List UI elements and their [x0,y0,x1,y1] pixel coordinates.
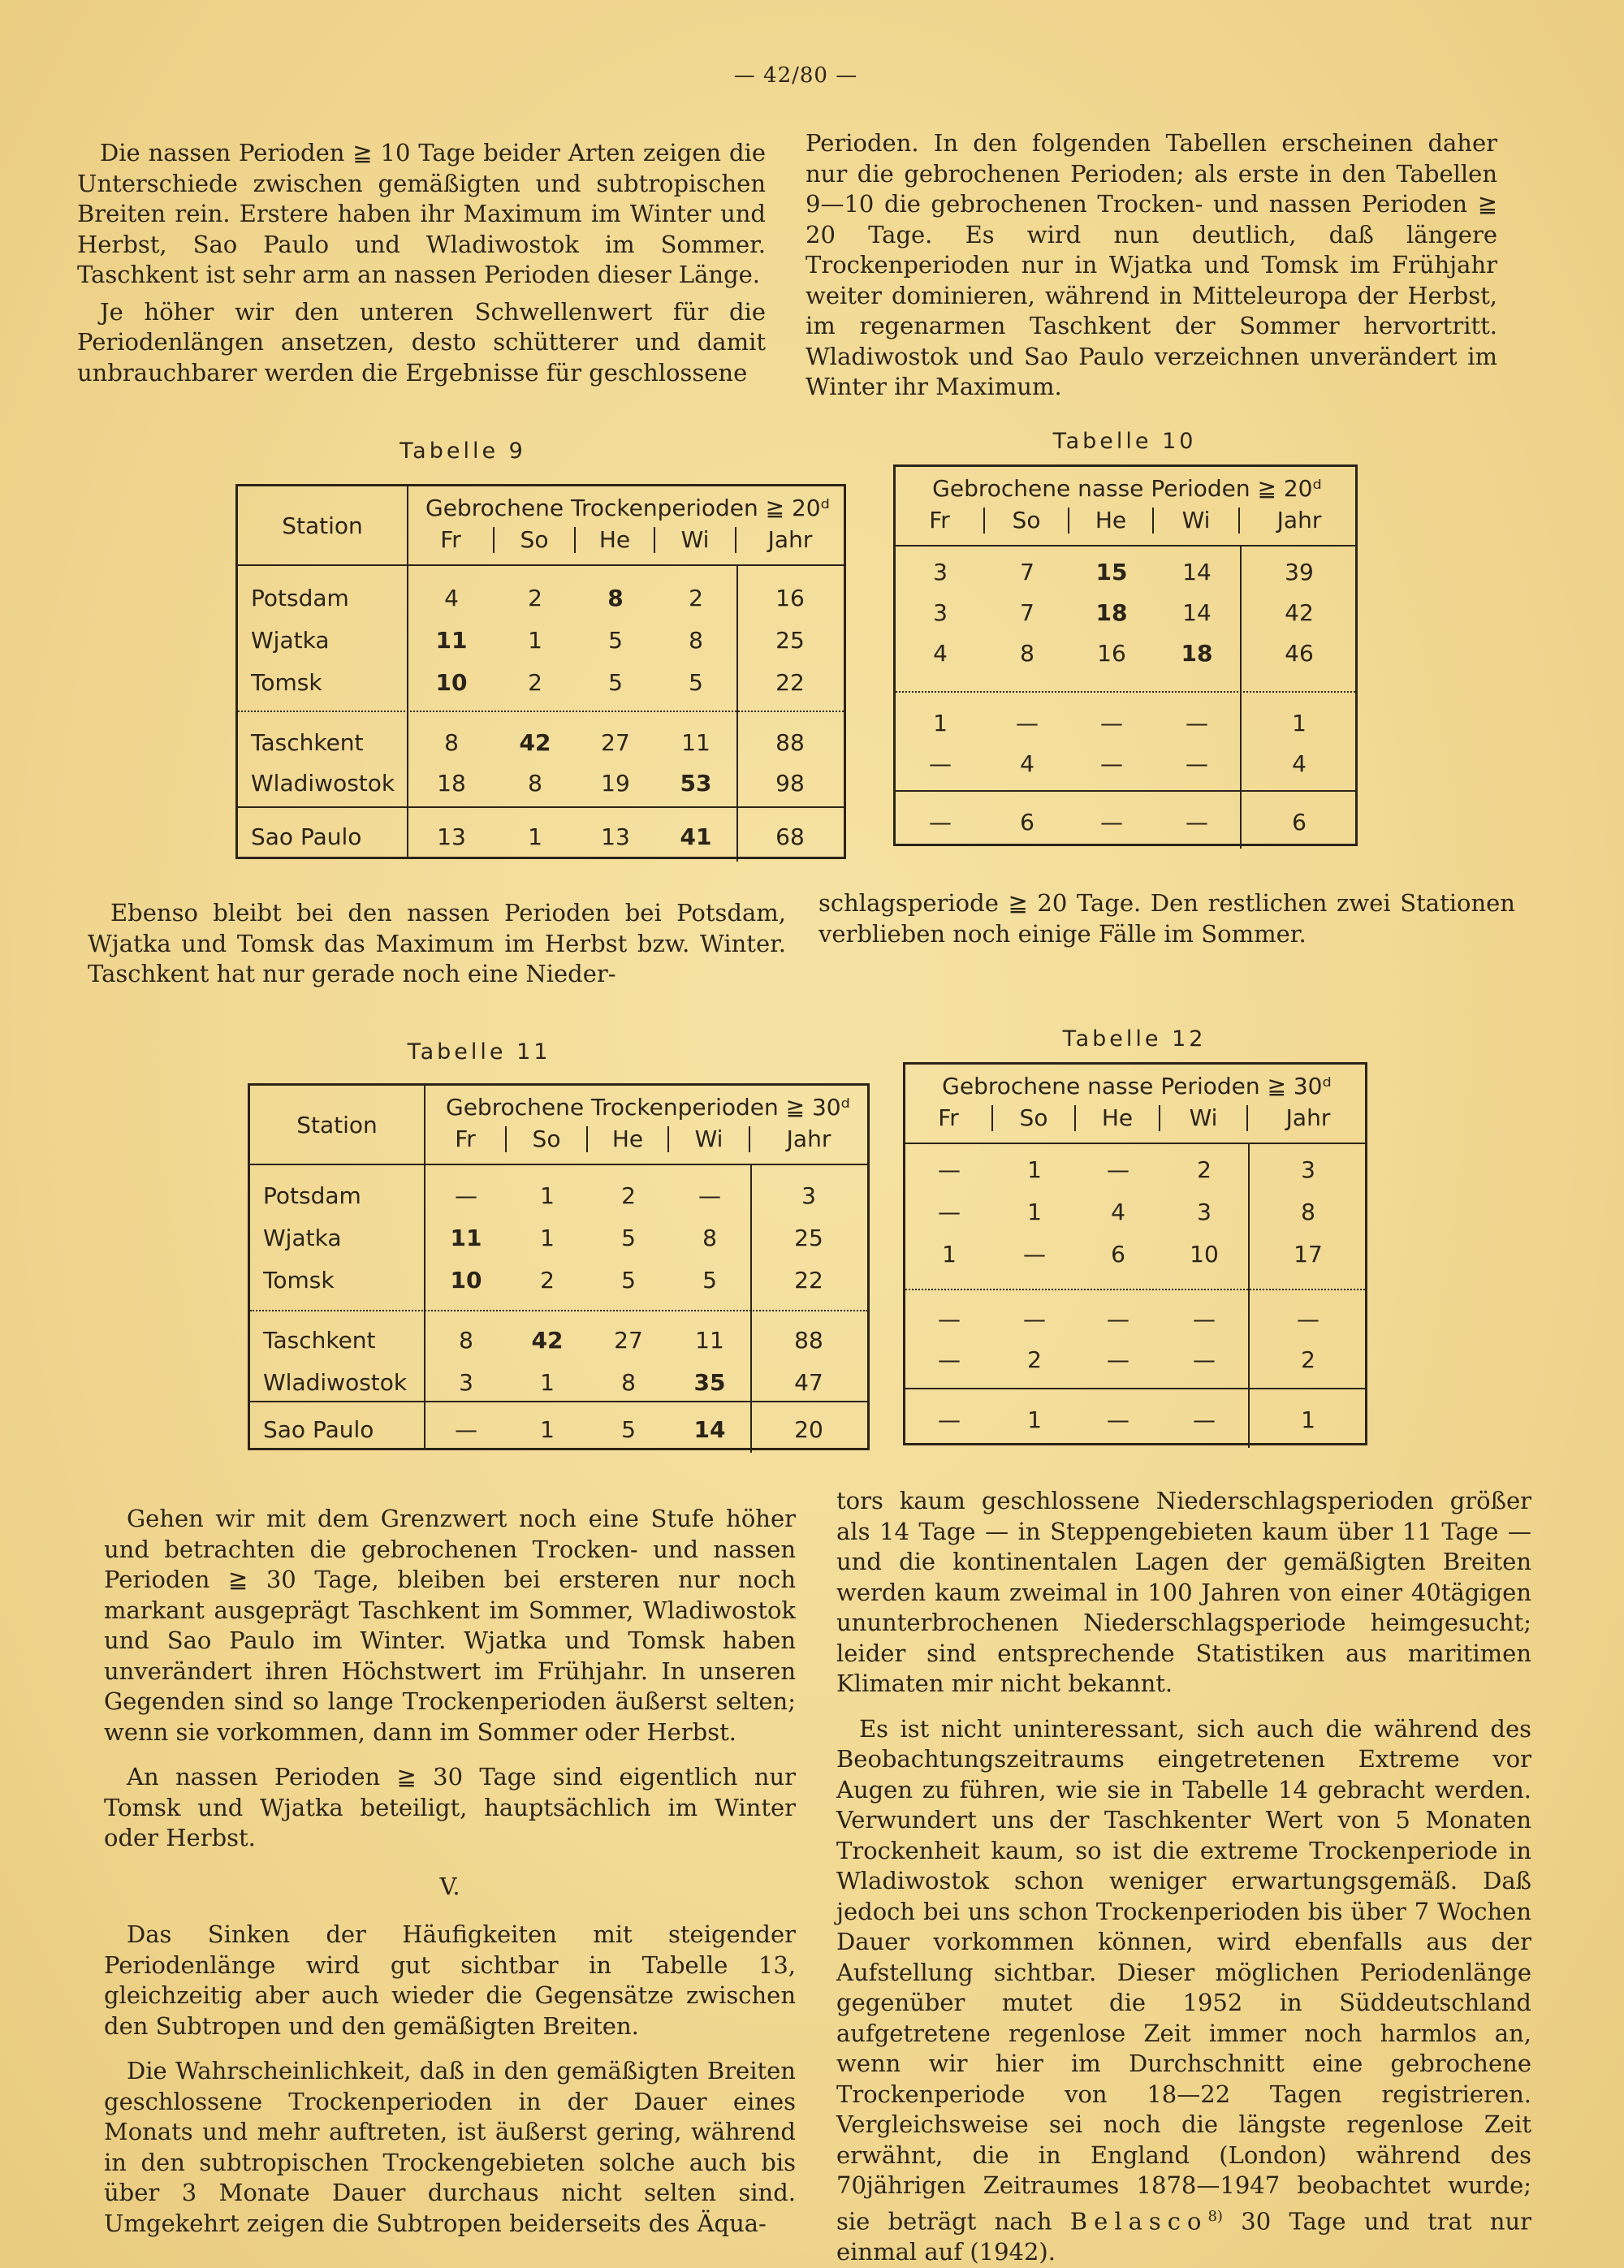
t9-cell-r5-jahr: 98 [775,770,805,797]
t11-cell-r4-wi: 11 [695,1327,724,1354]
t10-cell-r2-jahr: 42 [1285,599,1314,626]
t12-cell-r2-jahr: 8 [1301,1199,1315,1225]
mid-right-column [818,888,1515,949]
t9-col-header-wi: Wi [655,527,736,553]
t11-cell-r6-wi: 14 [693,1416,726,1443]
t10-cell-r3-he: 16 [1097,640,1126,667]
t9-cell-r3-so: 2 [528,669,542,696]
t12-col-header-fr: Fr [905,1105,993,1131]
t11-col-header-fr: Fr [425,1126,507,1152]
t10-col-header-fr: Fr [896,508,985,534]
t9-cell-r1-wi: 2 [689,585,703,611]
t11-station-wjatka: Wjatka [263,1225,342,1251]
t9-cell-r6-he: 13 [601,823,630,850]
t12-cell-r1-fr: — [938,1156,961,1183]
t12-cell-r4-so: — [1023,1306,1046,1333]
t10-cell-r1-so: 7 [1020,559,1034,585]
t11-cell-r1-he: 2 [621,1182,636,1209]
t11-col-header-jahr: Jahr [786,1125,831,1152]
t10-cell-r2-he: 18 [1095,599,1128,626]
t11-cell-r4-he: 27 [614,1327,643,1354]
intro-left-paragraph-2: Je höher wir den unteren Schwellenwert für die Periodenlängen ansetzen, desto schütterer und damit unbrauchbarer werden die Ergebnisse für geschlossene [77,297,766,387]
t12-cell-r3-wi: 10 [1190,1241,1219,1268]
t9-cell-r5-fr: 18 [437,770,466,797]
t12-cell-r1-so: 1 [1027,1156,1042,1183]
t10-col-header-jahr: Jahr [1276,507,1322,534]
t10-cell-r5-so: 4 [1020,750,1034,777]
t12-cell-r2-wi: 3 [1197,1199,1212,1225]
t12-cell-r5-wi: — [1193,1346,1216,1373]
t11-cell-r3-fr: 10 [450,1267,482,1294]
t12-cell-r6-so: 1 [1027,1406,1042,1433]
t11-cell-r5-jahr: 47 [794,1369,823,1396]
t9-cell-r1-so: 2 [528,585,542,611]
t9-station-wladiwostok: Wladiwostok [251,770,395,797]
t10-cell-r1-jahr: 39 [1285,559,1314,585]
t12-cell-r4-jahr: — [1297,1306,1320,1333]
t10-cell-r3-fr: 4 [933,640,948,667]
t12-column-headers [905,1105,1368,1131]
t11-cell-r1-jahr: 3 [801,1182,816,1209]
t10-cell-r4-he: — [1100,710,1123,737]
t10-cell-r6-jahr: 6 [1292,809,1307,836]
t9-cell-r5-he: 19 [601,770,630,797]
t9-cell-r4-wi: 11 [681,729,710,756]
t9-cell-r6-fr: 13 [437,823,466,850]
t9-cell-r6-jahr: 68 [775,823,805,850]
t12-cell-r5-he: — [1107,1346,1129,1373]
t9-cell-r4-fr: 8 [444,729,459,756]
lower-left-column [104,1504,796,2239]
t11-cell-r3-so: 2 [540,1267,555,1294]
t11-cell-r1-fr: — [455,1182,477,1209]
t10-cell-r5-fr: — [929,750,952,777]
t12-cell-r6-jahr: 1 [1301,1406,1315,1433]
t10-column-headers [896,508,1358,534]
t9-cell-r5-so: 8 [528,770,542,797]
table10-caption: Tabelle 10 [1052,429,1197,454]
t11-cell-r1-so: 1 [540,1182,555,1209]
t9-station-tomsk: Tomsk [251,669,322,696]
t12-cell-r2-he: 4 [1111,1199,1125,1225]
t12-cell-r5-fr: — [938,1346,961,1373]
t12-cell-r3-jahr: 17 [1294,1241,1323,1268]
lower-right-column [836,1486,1531,2267]
t11-cell-r5-wi: 35 [693,1369,726,1396]
t12-cell-r6-fr: — [938,1406,961,1433]
t11-station-wladiwostok: Wladiwostok [263,1369,408,1396]
table-9 [235,484,846,859]
t12-cell-r3-he: 6 [1111,1241,1125,1268]
table-12 [903,1062,1367,1445]
t10-cell-r6-wi: — [1186,809,1208,836]
t10-cell-r4-jahr: 1 [1292,710,1307,737]
t9-cell-r6-wi: 41 [680,823,712,850]
t9-cell-r3-fr: 10 [435,669,468,696]
table9-group-title: Gebrochene Trockenperioden ≧ 20ᵈ [425,495,830,521]
t11-station-potsdam: Potsdam [263,1182,361,1209]
table12-group-title: Gebrochene nasse Perioden ≧ 30ᵈ [942,1073,1332,1099]
t12-cell-r4-he: — [1107,1306,1129,1333]
table9-station-header: Station [238,486,408,564]
t12-cell-r5-jahr: 2 [1301,1346,1315,1373]
t9-cell-r2-jahr: 25 [775,627,805,654]
t9-cell-r2-wi: 8 [689,627,703,654]
t9-station-sao-paulo: Sao Paulo [251,823,362,850]
t10-cell-r1-wi: 14 [1182,559,1212,585]
lower-right-paragraph-2a: Es ist nicht uninteressant, sich auch die während des Beobachtungszeitraums eingetretenen Extreme vor Augen zu führen, wie sie in Tabelle 14 gebracht werden. Verwundert uns der Taschkenter Wert von 5 Monaten Trockenheit kaum, so ist die extreme Trockenperiode in Wladiwostok schon weniger erwartungsgemäß. Daß jedoch bei uns schon Trockenperioden bis über 7 Wochen Dauer vorkommen können, wird ebenfalls aus der Aufstellung sichtbar. Dieser möglichen Periodenlänge gegenüber mutet die 1952 in Süddeutschland aufgetretene regenlose Zeit immer noch harmlos an, wenn wir hier im Durchschnitt eine gebrochene Trockenperiode von 18—22 Tagen registrieren. Vergleichsweise sei noch die längste regenlose Zeit erwähnt, die in England (London) während des 70jährigen Zeitraumes 1878—1947 beobachtet wurde; sie beträgt nach [836,1714,1531,2236]
section-heading: V. [439,1872,460,1900]
t11-cell-r4-jahr: 88 [794,1327,823,1354]
t10-cell-r6-fr: — [929,809,952,836]
t9-cell-r4-so: 42 [519,729,551,756]
t10-cell-r6-so: 6 [1020,809,1034,836]
t11-cell-r3-wi: 5 [702,1267,717,1294]
t11-cell-r3-jahr: 22 [794,1267,823,1294]
t11-column-headers [425,1126,867,1152]
t9-cell-r6-so: 1 [528,823,542,850]
t10-cell-r1-fr: 3 [933,559,948,585]
t12-col-header-jahr: Jahr [1285,1104,1331,1131]
t12-cell-r6-he: — [1107,1406,1129,1433]
t11-col-header-wi: Wi [669,1126,750,1152]
t11-cell-r4-so: 42 [531,1327,564,1354]
t10-cell-r5-he: — [1100,750,1123,777]
t11-cell-r4-fr: 8 [459,1327,473,1354]
t11-cell-r2-fr: 11 [450,1225,482,1251]
footnote-ref: 8) [1207,2207,1223,2225]
table12-caption: Tabelle 12 [1062,1026,1207,1052]
t12-cell-r4-wi: — [1193,1306,1216,1333]
t12-col-header-wi: Wi [1160,1105,1248,1131]
mid-left-column [88,898,786,990]
t11-cell-r6-he: 5 [621,1416,636,1443]
table9-caption: Tabelle 9 [400,438,526,464]
t10-cell-r3-jahr: 46 [1285,640,1314,667]
t10-cell-r5-jahr: 4 [1292,750,1307,777]
t11-col-header-so: So [507,1126,588,1152]
t11-cell-r5-he: 8 [621,1369,636,1396]
lower-left-paragraph-4: Die Wahrscheinlichkeit, daß in den gemäßigten Breiten geschlossene Trockenperioden in der Dauer eines Monats und mehr auftreten, ist äußerst gering, während in den subtropischen Trockengebieten solche auch bis über 3 Monate Dauer durchaus nicht selten sind. Umgekehrt zeigen die Subtropen beiderseits des Äqua- [104,2057,796,2237]
t9-station-wjatka: Wjatka [251,627,330,654]
table-10 [893,464,1358,846]
intro-left-column [77,138,766,388]
t11-cell-r6-so: 1 [540,1416,555,1443]
t10-cell-r4-fr: 1 [933,710,948,737]
t9-cell-r1-jahr: 16 [775,585,805,611]
t10-cell-r2-fr: 3 [933,599,948,626]
t11-cell-r6-fr: — [455,1416,477,1443]
t12-cell-r1-he: — [1107,1156,1129,1183]
t10-cell-r5-wi: — [1186,750,1208,777]
table-11 [248,1083,870,1450]
t9-station-taschkent: Taschkent [251,729,364,756]
t12-cell-r6-wi: — [1193,1406,1216,1433]
t11-cell-r6-jahr: 20 [794,1416,823,1443]
intro-right-paragraph: Perioden. In den folgenden Tabellen erscheinen daher nur die gebrochenen Perioden; als erste in den Tabellen 9—10 die gebrochenen Trocken- und nassen Perioden ≧ 20 Tage. Es wird nun deutlich, daß längere Trockenperioden nur in Wjatka und Tomsk im Frühjahr weiter dominieren, während in Mitteleuropa der Herbst, im regenarmen Taschkent der Sommer hervortritt. Wladiwostok und Sao Paulo verzeichnen unverändert im Winter ihr Maximum. [806,129,1497,400]
t10-col-header-so: So [985,508,1069,534]
t9-cell-r3-he: 5 [608,669,623,696]
t11-col-header-he: He [588,1126,669,1152]
t11-cell-r2-jahr: 25 [794,1225,823,1251]
t9-col-header-he: He [576,527,655,553]
t9-cell-r3-jahr: 22 [775,669,805,696]
t12-col-header-he: He [1076,1105,1160,1131]
author-name: Belasco [1069,2207,1208,2236]
t9-cell-r2-so: 1 [528,627,542,654]
t12-cell-r4-fr: — [938,1306,961,1333]
t11-cell-r5-so: 1 [540,1369,555,1396]
page-number: — 42/80 — [733,63,858,88]
t10-cell-r2-wi: 14 [1182,599,1212,626]
t11-station-taschkent: Taschkent [263,1327,376,1354]
t11-cell-r1-wi: — [698,1182,721,1209]
lower-right-paragraph-2b: 30 Tage und trat nur einmal auf (1942). [836,2207,1532,2266]
t9-cell-r3-wi: 5 [689,669,703,696]
t9-station-potsdam: Potsdam [251,585,349,611]
t10-cell-r1-he: 15 [1095,559,1128,585]
t10-cell-r3-wi: 18 [1181,640,1213,667]
table11-group-title: Gebrochene Trockenperioden ≧ 30ᵈ [446,1094,850,1121]
t11-cell-r2-wi: 8 [702,1225,717,1251]
mid-right-paragraph: schlagsperiode ≧ 20 Tage. Den restlichen zwei Stationen verblieben noch einige Fälle im Sommer. [818,889,1515,948]
mid-left-paragraph: Ebenso bleibt bei den nassen Perioden bei Potsdam, Wjatka und Tomsk das Maximum im Herbst bzw. Winter. Taschkent hat nur gerade noch eine Nieder- [88,899,786,987]
t12-cell-r1-wi: 2 [1197,1156,1212,1183]
t11-station-tomsk: Tomsk [263,1267,335,1294]
t11-cell-r3-he: 5 [621,1267,636,1294]
t9-cell-r5-wi: 53 [680,770,712,797]
t12-cell-r5-so: 2 [1027,1346,1042,1373]
t9-column-headers [408,527,844,553]
table11-station-header: Station [250,1086,425,1164]
t9-col-header-fr: Fr [408,527,495,553]
t10-col-header-he: He [1069,508,1154,534]
t9-col-header-so: So [495,527,576,553]
lower-left-paragraph-2: An nassen Perioden ≧ 30 Tage sind eigentlich nur Tomsk und Wjatka beteiligt, hauptsächlich im Winter oder Herbst. [104,1763,796,1851]
t9-cell-r4-jahr: 88 [775,729,805,756]
t9-cell-r1-fr: 4 [444,585,459,611]
table10-group-title: Gebrochene nasse Perioden ≧ 20ᵈ [932,475,1322,502]
t12-cell-r2-so: 1 [1027,1199,1042,1225]
t10-cell-r4-wi: — [1186,710,1208,737]
t12-col-header-so: So [993,1105,1076,1131]
intro-right-column [806,128,1497,403]
t9-cell-r2-fr: 11 [435,627,468,654]
t10-cell-r4-so: — [1016,710,1039,737]
t9-cell-r1-he: 8 [607,585,624,611]
t10-col-header-wi: Wi [1154,508,1240,534]
t11-cell-r5-fr: 3 [459,1369,473,1396]
t9-cell-r2-he: 5 [608,627,623,654]
lower-right-paragraph-2 [836,1714,1531,2268]
lower-left-paragraph-3: Das Sinken der Häufigkeiten mit steigender Periodenlänge wird gut sichtbar in Tabelle 13, gleichzeitig aber auch wieder die Gegensätze zwischen den Subtropen und den gemäßigten Breiten. [104,1920,796,2040]
t11-cell-r2-he: 5 [621,1225,636,1251]
intro-left-paragraph-1: Die nassen Perioden ≧ 10 Tage beider Arten zeigen die Unterschiede zwischen gemäßigten und subtropischen Breiten rein. Erstere haben ihr Maximum im Winter und Herbst, Sao Paulo und Wladiwostok im Sommer. Taschkent ist sehr arm an nassen Perioden dieser Länge. [77,139,766,288]
t9-col-header-jahr: Jahr [767,526,813,553]
t12-cell-r3-so: — [1023,1241,1046,1268]
lower-left-paragraph-1: Gehen wir mit dem Grenzwert noch eine Stufe höher und betrachten die gebrochenen Trocken- und nassen Perioden ≧ 30 Tage, bleiben bei ersteren nur noch markant ausgeprägt Taschkent im Sommer, Wladiwostok und Sao Paulo im Winter. Wjatka und Tomsk haben unverändert ihren Höchstwert im Frühjahr. In unseren Gegenden sind so lange Trockenperioden äußerst selten; wenn sie vorkommen, dann im Sommer oder Herbst. [104,1505,796,1746]
t10-cell-r3-so: 8 [1020,640,1034,667]
t11-cell-r2-so: 1 [540,1225,555,1251]
t11-station-sao-paulo: Sao Paulo [263,1416,374,1443]
t10-cell-r6-he: — [1100,809,1123,836]
table11-caption: Tabelle 11 [407,1039,551,1065]
t12-cell-r2-fr: — [938,1199,961,1225]
t9-cell-r4-he: 27 [601,729,630,756]
t12-cell-r1-jahr: 3 [1301,1156,1315,1183]
t12-cell-r3-fr: 1 [942,1241,957,1268]
lower-right-paragraph-1: tors kaum geschlossene Niederschlagsperioden größer als 14 Tage — in Steppengebieten kaum über 11 Tage — und die kontinentalen Lagen der gemäßigten Breiten werden kaum zweimal in 100 Jahren von einer 40tägigen ununterbrochenen Niederschlagsperiode heimgesucht; leider sind entsprechende Statistiken aus maritimen Klimaten mir nicht bekannt. [836,1487,1531,1697]
t10-cell-r2-so: 7 [1020,599,1034,626]
